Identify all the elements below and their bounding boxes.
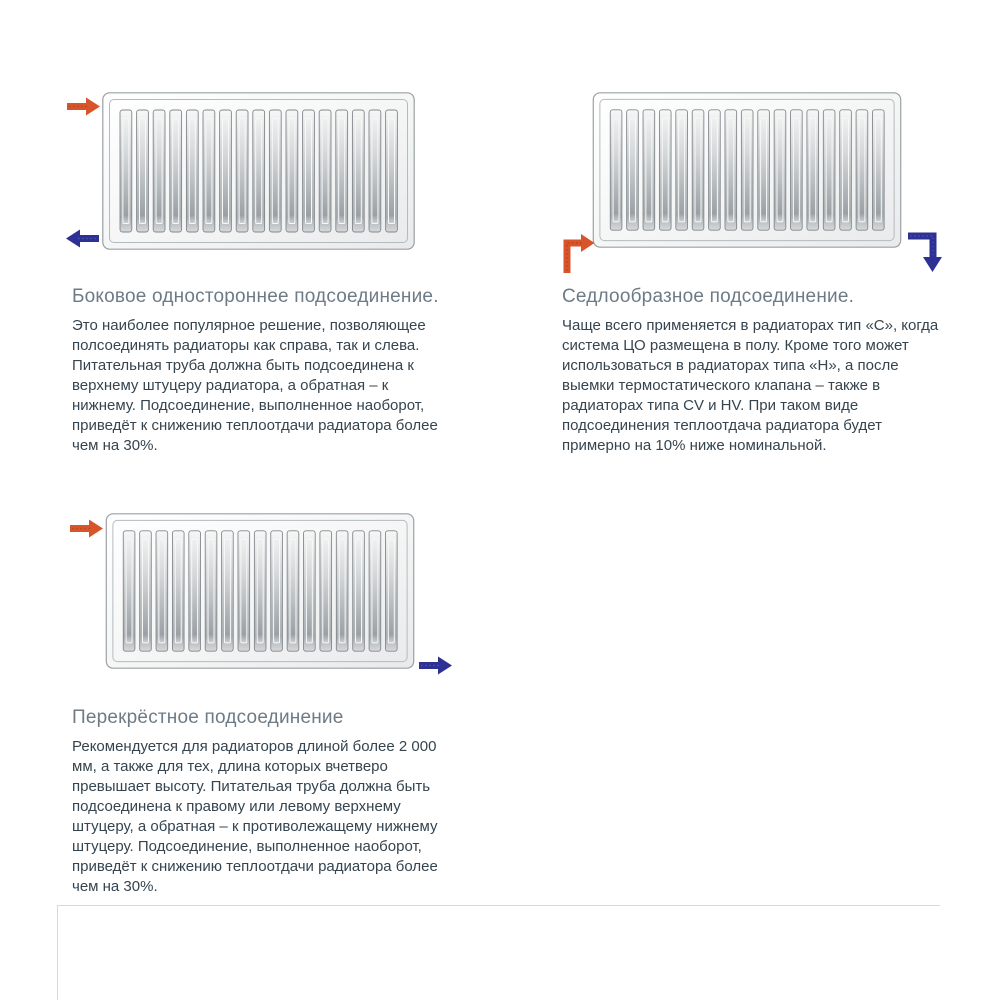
section-body: Чаще всего применяется в радиаторах тип «C», когда система ЦО размещена в полу. Кроме того может использоваться в радиаторах типа «H», а после выемки термостатического клапана – также в радиаторах типа CV и HV. При таком виде подсоединения теплоотдача радиатора будет примерно на 10% ниже номинальной. — [562, 317, 939, 454]
radiator-fins — [120, 110, 397, 232]
return-arrow-right-icon — [419, 655, 453, 676]
left-border-line — [57, 905, 58, 1000]
section-title: Перекрёстное подсоединение — [72, 707, 344, 728]
section-title: Седлообразное подсоединение. — [562, 286, 855, 307]
return-arrow-elbow-right-down-icon — [908, 231, 948, 276]
supply-arrow-right-icon — [67, 96, 101, 117]
section-body: Рекомендуется для радиаторов длиной более 2 000 мм, а также для тех, длина которых вчетверо превышает высоту. Питательая труба должна быть подсоединена к правому или левому верхнему штуцеру, а обратная – к противолежащему нижнему штуцеру. Подсоединение, выполненное наоборот, приведёт к снижению теплоотдачи радиатора более чем на 30%. — [72, 738, 438, 895]
return-arrow-left-icon — [65, 228, 99, 249]
radiator-illustration — [102, 92, 415, 250]
section-title: Боковое одностороннее подсоединение. — [72, 286, 439, 307]
supply-arrow-elbow-up-right-icon — [562, 229, 595, 273]
radiator-illustration — [103, 513, 417, 669]
radiator-illustration — [592, 92, 902, 248]
radiator-fins — [123, 531, 397, 651]
radiator-fins — [610, 110, 884, 230]
bottom-divider-line — [57, 905, 940, 906]
section-body: Это наиболее популярное решение, позволяющее полсоединять радиаторы как справа, так и слева. Питательная труба должна быть подсоединена к верхнему штуцеру радиатора, а обратная – к нижнему. Подсоединение, выполненное наоборот, приведёт к снижению теплоотдачи радиатора более чем на 30%. — [72, 317, 438, 454]
supply-arrow-right-icon — [70, 518, 104, 539]
